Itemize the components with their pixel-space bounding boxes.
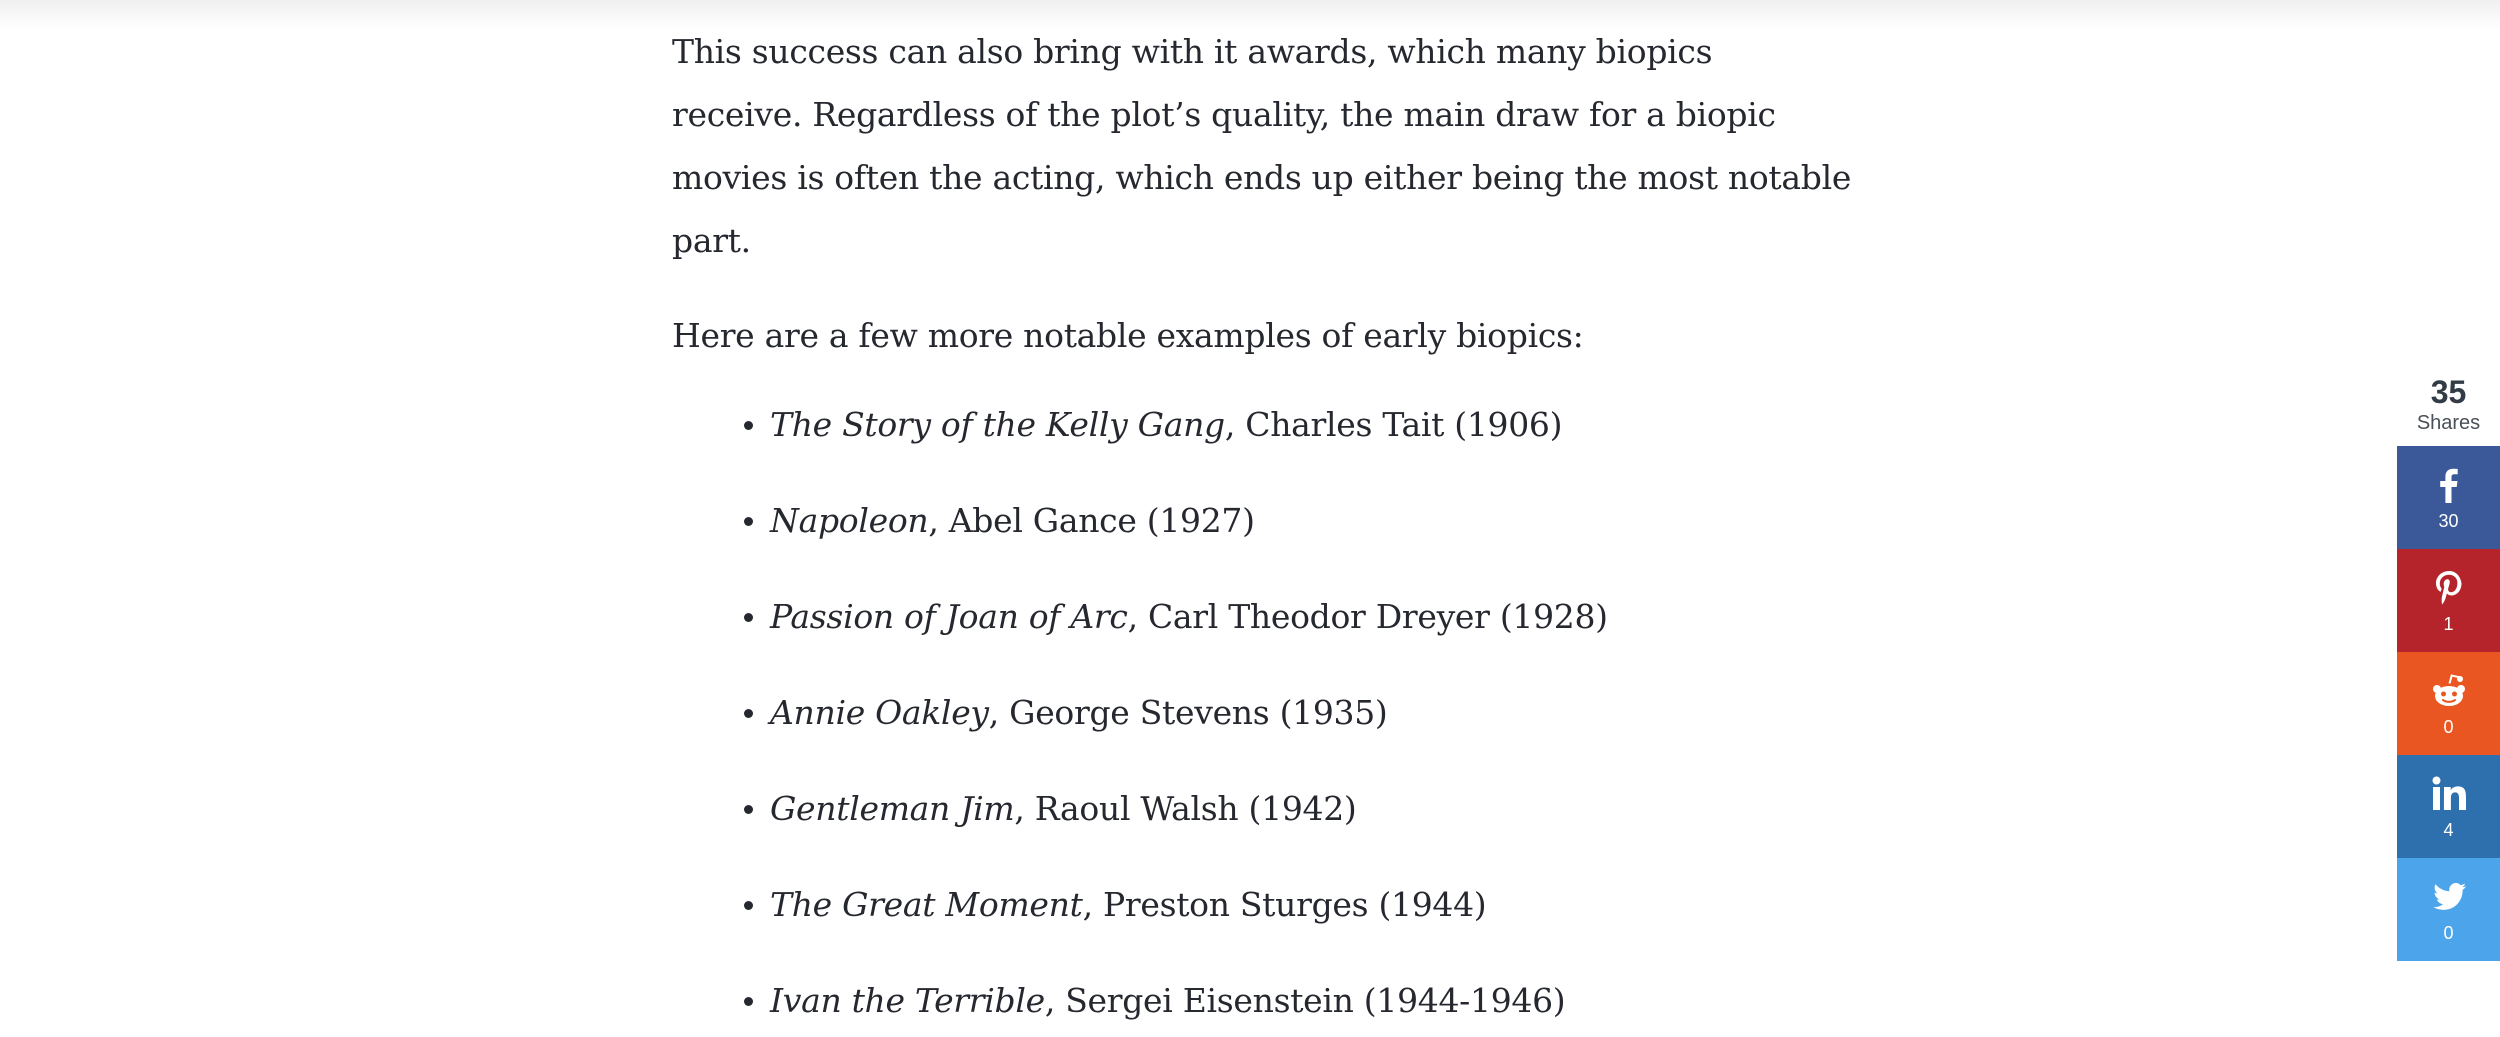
- pinterest-share-button[interactable]: [2397, 549, 2500, 652]
- list-item: [672, 399, 1852, 451]
- film-credit: , Raoul Walsh (1942): [1014, 789, 1357, 828]
- facebook-share-count: 30: [2438, 510, 2459, 531]
- film-credit: , Abel Gance (1927): [928, 501, 1255, 540]
- list-item: [672, 975, 1852, 1027]
- linkedin-icon: [2429, 774, 2469, 814]
- film-credit: , Charles Tait (1906): [1224, 405, 1563, 444]
- film-title: Napoleon: [770, 501, 929, 540]
- pinterest-icon: [2429, 568, 2469, 608]
- list-item: [672, 495, 1852, 547]
- bullet-icon: [744, 517, 753, 526]
- article-paragraph: This success can also bring with it awards, which many biopics receive. Regardless of the plot’s quality, the main draw for a biopic movies is often the acting, which ends up either being the most notable part.: [672, 32, 1852, 260]
- list-item: [672, 687, 1852, 739]
- film-credit: , Preston Sturges (1944): [1082, 885, 1487, 924]
- list-item: [672, 783, 1852, 835]
- reddit-share-button[interactable]: [2397, 652, 2500, 755]
- list-item: [672, 879, 1852, 931]
- article-paragraph: Here are a few more notable examples of early biopics:: [672, 316, 1584, 355]
- film-title: Annie Oakley: [770, 693, 989, 732]
- bullet-icon: [744, 709, 753, 718]
- social-share-bar: [2397, 372, 2500, 961]
- linkedin-share-button[interactable]: [2397, 755, 2500, 858]
- film-title: The Great Moment: [770, 885, 1083, 924]
- film-credit: , George Stevens (1935): [988, 693, 1388, 732]
- film-credit: , Sergei Eisenstein (1944-1946): [1044, 981, 1566, 1020]
- share-total: [2397, 372, 2500, 446]
- twitter-share-button[interactable]: [2397, 858, 2500, 961]
- bullet-icon: [744, 421, 753, 430]
- film-credit: , Carl Theodor Dreyer (1928): [1127, 597, 1608, 636]
- bullet-icon: [744, 613, 753, 622]
- twitter-icon: [2429, 877, 2469, 917]
- facebook-share-button[interactable]: [2397, 446, 2500, 549]
- facebook-icon: [2429, 465, 2469, 505]
- bullet-icon: [744, 901, 753, 910]
- bullet-icon: [744, 805, 753, 814]
- pinterest-share-count: 1: [2443, 613, 2454, 634]
- bullet-icon: [744, 997, 753, 1006]
- biopic-examples-list: [672, 399, 1852, 1027]
- film-title: The Story of the Kelly Gang: [770, 405, 1225, 444]
- linkedin-share-count: 4: [2443, 819, 2454, 840]
- reddit-icon: [2429, 671, 2469, 711]
- share-count: 35: [2430, 374, 2467, 410]
- article-body: [672, 20, 1852, 1037]
- twitter-share-count: 0: [2443, 922, 2454, 943]
- film-title: Gentleman Jim: [770, 789, 1015, 828]
- share-count-label: Shares: [2416, 412, 2481, 434]
- film-title: Ivan the Terrible: [770, 981, 1045, 1020]
- reddit-share-count: 0: [2443, 716, 2454, 737]
- list-item: [672, 591, 1852, 643]
- film-title: Passion of Joan of Arc: [770, 597, 1128, 636]
